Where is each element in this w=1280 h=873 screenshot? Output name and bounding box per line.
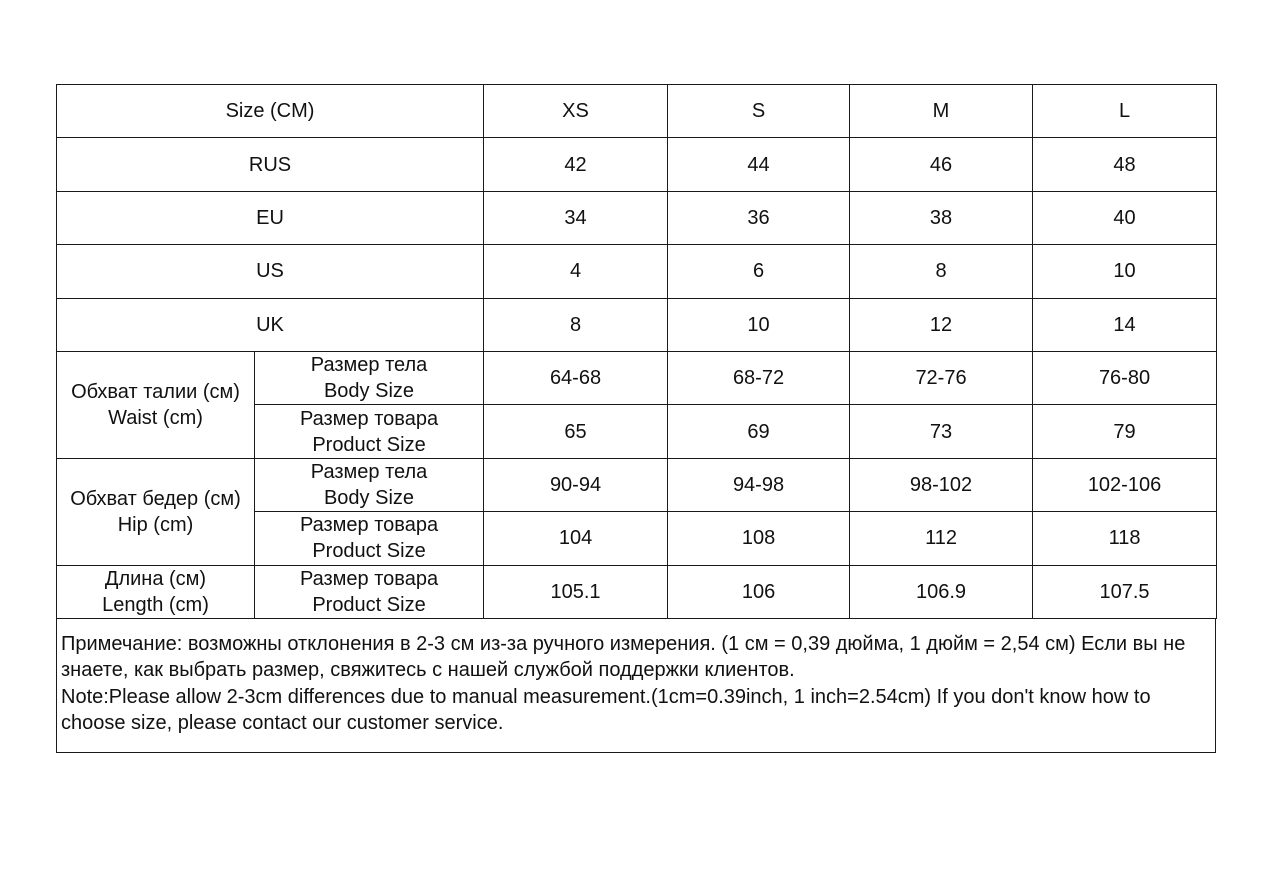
table-cell: 98-102 [850,458,1033,511]
table-row-length-product [57,565,1217,618]
header-size-xs: XS [484,85,668,138]
body-size-label-ru: Размер тела [310,460,428,483]
body-size-label-en: Body Size [323,486,415,509]
table-cell: 38 [850,191,1033,244]
table-row-eu [57,191,1217,244]
table-cell: 34 [484,191,668,244]
product-size-label-ru: Размер товара [299,514,439,537]
table-cell: 79 [1033,405,1217,458]
table-cell: 72-76 [850,351,1033,404]
row-label: UK [57,298,484,351]
table-cell: 65 [484,405,668,458]
body-size-label-en: Body Size [323,380,415,403]
note-ru: Примечание: возможны отклонения в 2-3 см из-за ручного измерения. (1 см = 0,39 дюйма, 1 дюйм = 2,54 см) Если вы не знаете, как выбрать размер, свяжитесь с нашей службой поддержки клиентов. [61,632,1186,682]
table-cell: 14 [1033,298,1217,351]
length-label-ru: Длина (см) [104,567,207,590]
product-size-label-ru: Размер товара [299,407,439,430]
waist-label-ru: Обхват талии (см) [71,380,240,403]
table-cell: 36 [668,191,850,244]
table-row-uk [57,298,1217,351]
table-cell: 10 [1033,245,1217,298]
table-row-us [57,245,1217,298]
header-size-label: Size (CM) [57,85,484,138]
body-size-label [255,351,484,404]
table-cell: 112 [850,512,1033,565]
table-cell: 42 [484,138,668,191]
table-cell: 102-106 [1033,458,1217,511]
product-size-label-en: Product Size [312,433,426,456]
hip-label-ru: Обхват бедер (см) [70,487,241,510]
table-cell: 104 [484,512,668,565]
waist-label [57,351,255,458]
table-cell: 107.5 [1033,565,1217,618]
table-cell: 40 [1033,191,1217,244]
length-label-en: Length (cm) [102,593,209,616]
product-size-label-en: Product Size [312,540,426,563]
hip-label [57,458,255,565]
table-cell: 106 [668,565,850,618]
table-cell: 46 [850,138,1033,191]
product-size-label [255,405,484,458]
table-cell: 90-94 [484,458,668,511]
table-cell: 94-98 [668,458,850,511]
table-cell: 69 [668,405,850,458]
table-cell: 105.1 [484,565,668,618]
size-chart [56,84,1216,753]
length-label [57,565,255,618]
body-size-label [255,458,484,511]
table-cell: 106.9 [850,565,1033,618]
table-row-rus [57,138,1217,191]
hip-label-en: Hip (cm) [117,513,194,536]
table-cell: 8 [484,298,668,351]
table-cell: 10 [668,298,850,351]
product-size-label [255,565,484,618]
waist-label-en: Waist (cm) [108,406,203,429]
table-row-hip-body [57,458,1217,511]
table-cell: 73 [850,405,1033,458]
product-size-label [255,512,484,565]
header-row [57,85,1217,138]
table-cell: 6 [668,245,850,298]
row-label: RUS [57,138,484,191]
body-size-label-ru: Размер тела [310,354,428,377]
table-cell: 4 [484,245,668,298]
table-row-waist-body [57,351,1217,404]
header-size-s: S [668,85,850,138]
note-en: Note:Please allow 2-3cm differences due to manual measurement.(1cm=0.39inch, 1 inch=2.54cm) If you don't know how to choose size, please contact our customer service. [61,685,1151,735]
table-cell: 68-72 [668,351,850,404]
row-label: EU [57,191,484,244]
header-size-m: M [850,85,1033,138]
table-cell: 76-80 [1033,351,1217,404]
row-label: US [57,245,484,298]
table-cell: 44 [668,138,850,191]
table-cell: 64-68 [484,351,668,404]
table-cell: 108 [668,512,850,565]
size-table [56,84,1217,619]
product-size-label-en: Product Size [312,593,426,616]
table-cell: 12 [850,298,1033,351]
table-cell: 48 [1033,138,1217,191]
header-size-l: L [1033,85,1217,138]
table-cell: 8 [850,245,1033,298]
table-cell: 118 [1033,512,1217,565]
product-size-label-ru: Размер товара [299,567,439,590]
measurement-note [56,619,1216,753]
